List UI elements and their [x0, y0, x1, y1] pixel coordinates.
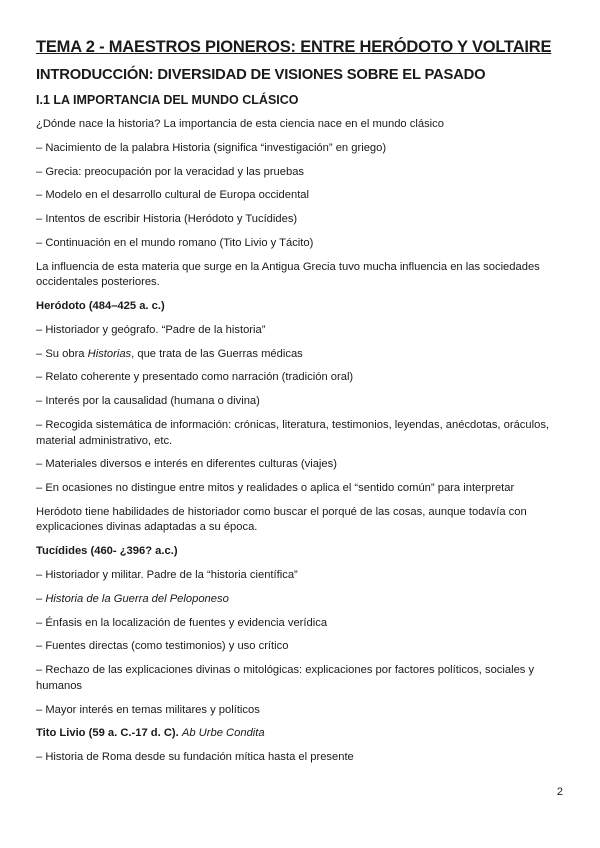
herodoto-bullet: – En ocasiones no distingue entre mitos y realidades o aplica el “sentido común” para interpretar [36, 482, 515, 495]
tucidides-bullet: – Historiador y militar. Padre de la “historia científica” [36, 569, 298, 582]
tucidides-bullet: – Rechazo de las explicaciones divinas o mitológicas: explicaciones por factores políticos, sociales y humanos [36, 664, 535, 692]
intro-bullet: – Modelo en el desarrollo cultural de Europa occidental [36, 189, 310, 202]
document-page [36, 38, 566, 774]
bullet-prefix: – [36, 592, 46, 605]
herodoto-bullet: – Historiador y geógrafo. “Padre de la historia” [36, 323, 266, 336]
tito-livio-heading [36, 726, 566, 742]
work-title: Historias [87, 347, 132, 360]
intro-bullet: – Nacimiento de la palabra Historia (significa “investigación” en griego) [36, 141, 387, 154]
intro-bullet: – Grecia: preocupación por la veracidad y las pruebas [36, 165, 305, 178]
tito-livio-heading-bold: Tito Livio (59 a. C.-17 d. C). [36, 727, 179, 740]
intro-heading: INTRODUCCIÓN: DIVERSIDAD DE VISIONES SOBRE EL PASADO [36, 67, 486, 83]
page-number: 2 [556, 786, 563, 798]
herodoto-bullet: – Interés por la causalidad (humana o divina) [36, 395, 260, 408]
document-title: TEMA 2 - MAESTROS PIONEROS: ENTRE HERÓDOTO Y VOLTAIRE [36, 38, 552, 56]
tucidides-bullet: – Énfasis en la localización de fuentes y evidencia verídica [36, 616, 328, 629]
intro-summary: La influencia de esta materia que surge en la Antigua Grecia tuvo mucha influencia en las sociedades occidentales posteriores. [36, 260, 540, 289]
bullet-prefix: – Su obra [36, 347, 88, 360]
herodoto-summary: Heródoto tiene habilidades de historiador como buscar el porqué de las cosas, aunque todavía con explicaciones divinas adaptadas a su época. [36, 505, 527, 534]
work-title: Historia de la Guerra del Peloponeso [45, 592, 229, 605]
intro-bullet: – Continuación en el mundo romano (Tito Livio y Tácito) [36, 236, 314, 249]
tucidides-heading: Tucídides (460- ¿396? a.c.) [36, 545, 178, 558]
herodoto-bullet [36, 347, 566, 363]
bullet-suffix: , que trata de las Guerras médicas [131, 347, 303, 360]
herodoto-bullet: – Recogida sistemática de información: crónicas, literatura, testimonios, leyendas, anécdotas, oráculos, material administrativo, etc. [36, 419, 550, 447]
herodoto-bullet: – Materiales diversos e interés en diferentes culturas (viajes) [36, 458, 337, 471]
intro-question: ¿Dónde nace la historia? La importancia de esta ciencia nace en el mundo clásico [36, 118, 444, 130]
tucidides-bullet: – Fuentes directas (como testimonios) y uso crítico [36, 640, 289, 653]
herodoto-bullet: – Relato coherente y presentado como narración (tradición oral) [36, 371, 354, 384]
tito-livio-bullet: – Historia de Roma desde su fundación mítica hasta el presente [36, 751, 354, 764]
work-title: Ab Urbe Condita [181, 727, 265, 740]
herodoto-heading: Heródoto (484–425 a. c.) [36, 300, 165, 313]
section-heading: I.1 LA IMPORTANCIA DEL MUNDO CLÁSICO [36, 93, 299, 107]
tucidides-bullet [36, 592, 566, 608]
tucidides-bullet: – Mayor interés en temas militares y políticos [36, 703, 260, 716]
intro-bullet: – Intentos de escribir Historia (Heródoto y Tucídides) [36, 213, 298, 226]
